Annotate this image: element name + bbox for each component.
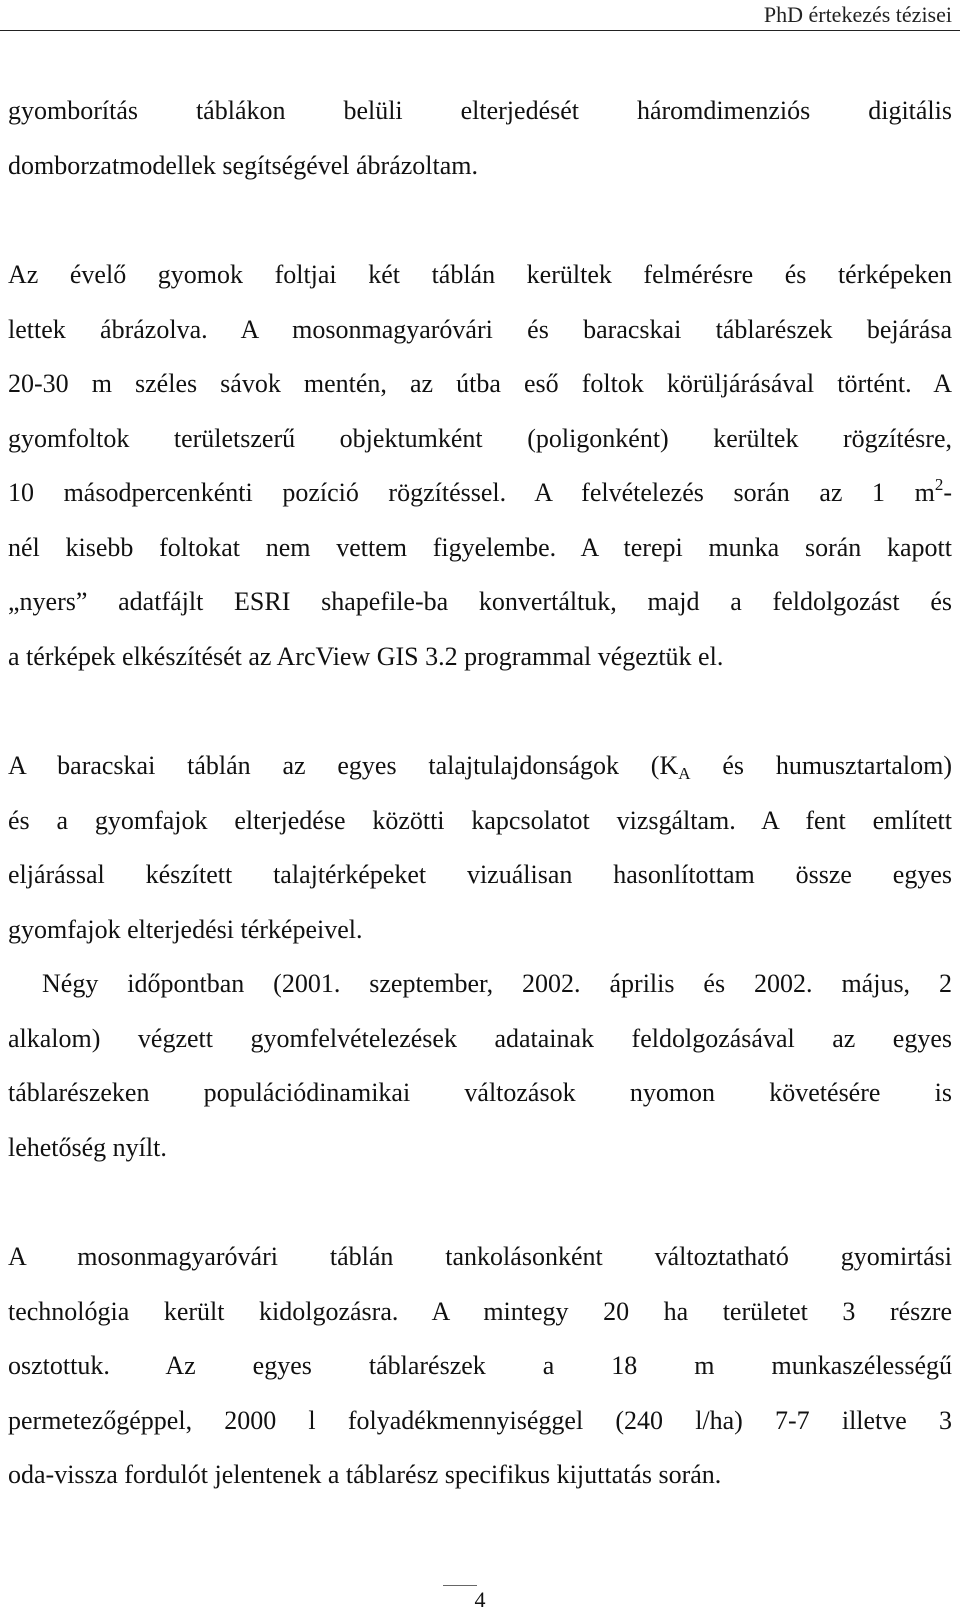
text-line: táblarészeken populációdinamikai változások nyomon követésére is	[8, 1078, 952, 1107]
paragraph-spacer	[8, 1175, 952, 1230]
text-line: és a gyomfajok elterjedése közötti kapcsolatot vizsgáltam. A fent említett	[8, 805, 952, 835]
text-segment: A baracskai táblán az egyes talajtulajdonságok (K	[8, 751, 679, 780]
paragraph-1	[8, 84, 952, 193]
text-line: lehetőség nyílt.	[8, 1132, 167, 1162]
paragraph-2	[8, 248, 952, 684]
text-line: nél kisebb foltokat nem vettem figyelembe. A terepi munka során kapott	[8, 532, 952, 562]
body-text	[8, 84, 952, 1503]
text-line: Az évelő gyomok foltjai két táblán kerültek felmérésre és térképeken	[8, 260, 952, 289]
text-segment: -	[943, 478, 952, 507]
text-line	[8, 739, 952, 794]
text-line: 20-30 m széles sávok mentén, az útba eső foltok körüljárásával történt. A	[8, 369, 952, 398]
text-line	[8, 466, 952, 521]
text-line: permetezőgéppel, 2000 l folyadékmennyiséggel (240 l/ha) 7-7 illetve 3	[8, 1405, 952, 1435]
subscript: A	[678, 764, 691, 783]
text-line: eljárással készített talajtérképeket vizuálisan hasonlítottam össze egyes	[8, 860, 952, 889]
text-line: „nyers” adatfájlt ESRI shapefile-ba konvertáltuk, majd a feldolgozást és	[8, 587, 952, 616]
paragraph-spacer	[8, 684, 952, 739]
text-line: osztottuk. Az egyes táblarészek a 18 m munkaszélességű	[8, 1351, 952, 1380]
paragraph-3	[8, 739, 952, 1175]
paragraph-spacer	[8, 193, 952, 248]
text-line: oda-vissza fordulót jelentenek a táblarész specifikus kijuttatás során.	[8, 1460, 722, 1489]
header-title: PhD értekezés tézisei	[763, 2, 952, 27]
text-line: gyomborítás táblákon belüli elterjedését háromdimenziós digitális	[8, 96, 952, 125]
footer-divider	[443, 1585, 477, 1586]
text-line: domborzatmodellek segítségével ábrázoltam.	[8, 150, 478, 180]
text-segment: és humusztartalom)	[690, 751, 952, 780]
page-header	[0, 0, 960, 31]
text-line: a térképek elkészítését az ArcView GIS 3.2 programmal végeztük el.	[8, 641, 724, 671]
text-line: Négy időpontban (2001. szeptember, 2002. április és 2002. május, 2	[42, 969, 952, 998]
text-segment: 10 másodpercenkénti pozíció rögzítéssel. A felvételezés során az 1 m	[8, 478, 935, 507]
text-line: alkalom) végzett gyomfelvételezések adatainak feldolgozásával az egyes	[8, 1023, 952, 1053]
text-line: gyomfajok elterjedési térképeivel.	[8, 914, 363, 944]
page-number: 4	[474, 1587, 486, 1612]
text-line: A mosonmagyaróvári táblán tankolásonként változtatható gyomirtási	[8, 1242, 952, 1271]
text-line: lettek ábrázolva. A mosonmagyaróvári és baracskai táblarészek bejárása	[8, 314, 952, 344]
text-line: gyomfoltok területszerű objektumként (poligonként) kerültek rögzítésre,	[8, 423, 952, 453]
paragraph-4	[8, 1230, 952, 1503]
superscript: 2	[934, 475, 944, 494]
text-line: technológia került kidolgozásra. A mintegy 20 ha területet 3 részre	[8, 1296, 952, 1326]
